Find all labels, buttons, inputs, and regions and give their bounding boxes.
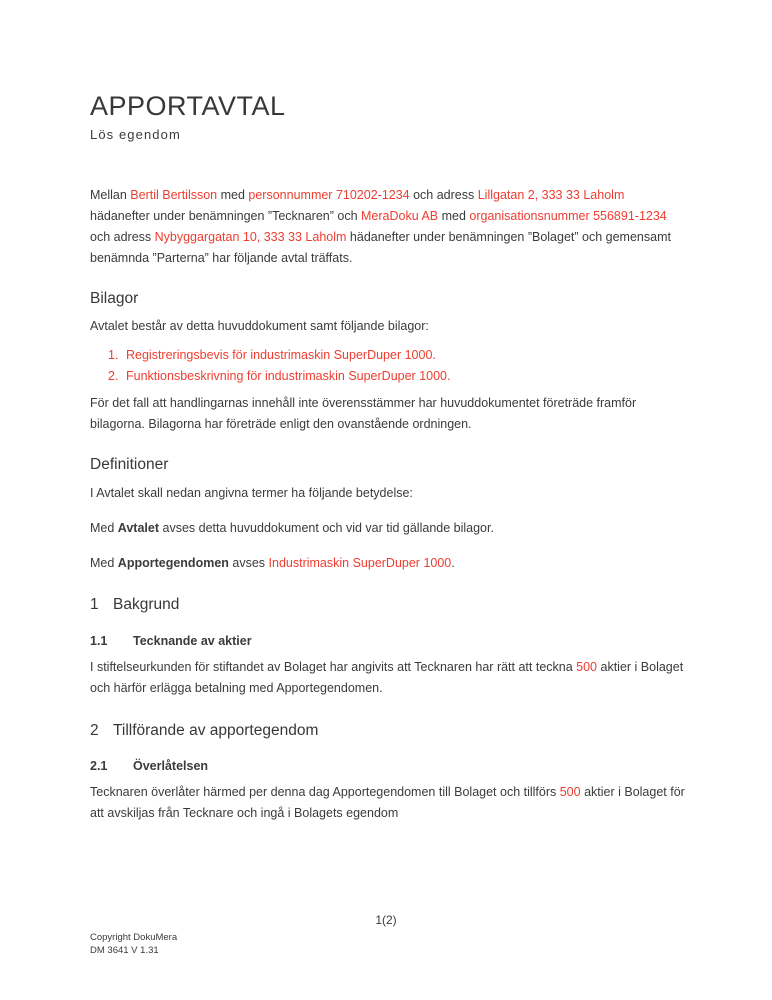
section-2-1-body [90,782,685,824]
document-version: DM 3641 V 1.31 [90,945,159,956]
section-1-heading [90,594,685,616]
text-segment: Mellan [90,188,131,202]
definition-apportegendomen [90,553,685,574]
list-item-text: Funktionsbeskrivning för industrimaskin SuperDuper 1000. [126,369,451,383]
attachments-heading: Bilagor [90,290,139,307]
attachments-list [90,345,685,387]
highlighted-value: Nybyggargatan 10, 333 33 Laholm [154,230,347,244]
section-2-heading [90,720,685,742]
intro-paragraph [90,185,685,269]
attachments-lead: Avtalet består av detta huvuddokument samt följande bilagor: [90,319,429,333]
section-1-1-number: 1.1 [90,634,108,648]
attachments-note: För det fall att handlingarnas innehåll inte överensstämmer har huvuddokumentet företräde framför bilagorna. Bilagorna har företräde enligt den ovanstående ordningen. [90,396,637,431]
definitions-lead: I Avtalet skall nedan angivna termer ha följande betydelse: [90,486,413,500]
text-segment: Tecknaren överlåter härmed per denna dag Apportegendomen till Bolaget och tillförs [90,785,560,799]
section-2-1-number: 2.1 [90,759,108,773]
copyright-block [90,931,177,957]
text-segment: Med [90,521,118,535]
definitions-heading: Definitioner [90,456,169,473]
section-2-label: Tillförande av apportegendom [113,722,319,739]
text-segment: . [451,556,455,570]
text-segment: Apportegendomen [117,556,229,570]
highlighted-value: personnummer 710202-1234 [248,188,410,202]
section-2-1-heading [90,757,685,775]
definition-avtalet [90,518,685,539]
highlighted-value: 500 [559,785,581,799]
text-segment: aktier i Bolaget för att avskiljas från Tecknare och ingå i Bolagets egendom [90,785,685,820]
text-segment: hädanefter under benämningen ”Bolaget” och gemensamt benämnda ”Parterna” har följande avtal träffats. [90,230,671,265]
highlighted-value: 500 [576,660,598,674]
text-segment: och adress [409,188,478,202]
text-segment: med [438,209,470,223]
section-2-1-label: Överlåtelsen [133,759,209,773]
section-1-1-body [90,657,685,699]
highlighted-value: MeraDoku AB [361,209,439,223]
highlighted-value: Industrimaskin SuperDuper 1000 [268,556,452,570]
text-segment: och adress [90,230,155,244]
section-1-1-heading [90,632,685,650]
text-segment: avses detta huvuddokument och vid var tid gällande bilagor. [159,521,494,535]
text-segment: med [217,188,249,202]
list-item-number: 2. [108,369,119,383]
list-item [108,345,685,366]
text-segment: I stiftelseurkunden för stiftandet av Bolaget har angivits att Tecknaren har rätt att teckna [90,660,577,674]
text-segment: hädanefter under benämningen ”Tecknaren” och [90,209,362,223]
highlighted-value: Lillgatan 2, 333 33 Laholm [477,188,625,202]
text-segment: Med [90,556,118,570]
highlighted-value: Bertil Bertilsson [130,188,218,202]
page-number: 1(2) [375,913,397,927]
section-1-1-label: Tecknande av aktier [133,634,252,648]
section-1-label: Bakgrund [113,596,180,613]
text-segment: Avtalet [117,521,160,535]
list-item-text: Registreringsbevis för industrimaskin SuperDuper 1000. [126,348,436,362]
document-subtitle: Lös egendom [90,127,181,142]
list-item [108,366,685,387]
list-item-number: 1. [108,348,119,362]
text-segment: avses [228,556,269,570]
highlighted-value: organisationsnummer 556891-1234 [469,209,667,223]
copyright-line: Copyright DokuMera [90,932,178,943]
text-segment: aktier i Bolaget och härför erlägga betalning med Apportegendomen. [90,660,684,695]
document-title: APPORTAVTAL [90,91,286,121]
section-2-number: 2 [90,722,99,739]
section-1-number: 1 [90,596,99,613]
